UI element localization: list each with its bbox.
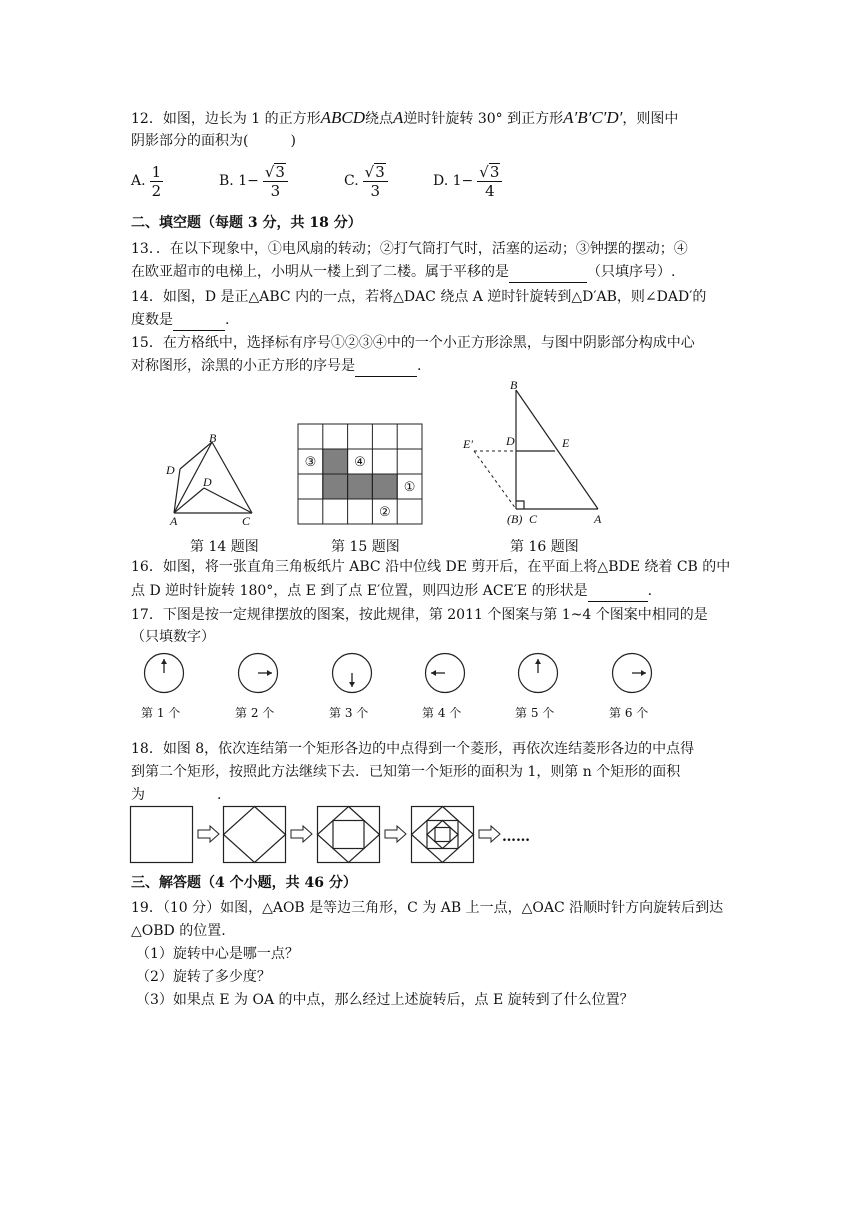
clock-label: 第 5 个	[515, 706, 555, 720]
answer-blank	[145, 785, 217, 805]
q17-line2: （只填数字）	[131, 629, 215, 645]
edge-e-prime-c	[474, 451, 516, 509]
q12-line1	[131, 108, 678, 129]
denominator: 4	[485, 181, 495, 200]
clock-1	[143, 652, 185, 694]
q17-line1: 17．下图是按一定规律摆放的图案，按此规律，第 2011 个图案与第 1~4 个图案中相同的是	[131, 607, 708, 623]
figure-14-caption: 第 14 题图	[190, 539, 259, 555]
numerator	[477, 163, 502, 182]
option-label: A.	[131, 173, 146, 189]
rectangle-4-outer	[412, 807, 474, 863]
q19-sub3: （3）如果点 E 为 OA 的中点，那么经过上述旋转后，点 E 旋转到了什么位置？	[136, 992, 634, 1008]
denominator: 2	[151, 181, 162, 200]
figure-14	[160, 425, 270, 530]
label-b-paren: (B)	[507, 512, 523, 526]
clock-label: 第 2 个	[235, 706, 275, 720]
rhombus-2	[224, 807, 286, 863]
q12-option-d	[433, 158, 506, 204]
rhombus-3	[318, 807, 380, 863]
clock-4	[424, 652, 466, 694]
denominator: 3	[370, 181, 380, 200]
clock-label: 第 4 个	[422, 706, 462, 720]
label-e-prime: E′	[463, 437, 473, 451]
q18-line1: 18．如图 8，依次连结第一个矩形各边的中点得到一个菱形，再依次连结菱形各边的中点得	[131, 741, 695, 757]
label-b: B	[510, 378, 518, 392]
shaded-cell	[323, 449, 348, 474]
clock-2	[237, 652, 279, 694]
label-a: A	[594, 512, 602, 526]
fraction	[477, 163, 502, 200]
q15-line1: 15．在方格纸中，选择标有序号①②③④中的一个小正方形涂黑，与图中阴影部分构成中心	[131, 335, 695, 351]
q18-line3	[131, 785, 221, 805]
fraction	[363, 163, 388, 200]
whole-part: 1−	[238, 173, 259, 189]
q15-text: 对称图形，涂黑的小正方形的序号是	[131, 358, 355, 374]
label-d: D	[203, 475, 212, 489]
label-d-prime: D	[166, 463, 175, 477]
q16-text: 点 D 逆时针旋转 180°，点 E 到了点 E′位置，则四边形 ACE′E 的形状是	[131, 583, 588, 599]
figure-18-sequence	[130, 806, 530, 864]
edge-ba	[516, 390, 598, 509]
q19-sub1: （1）旋转中心是哪一点？	[136, 946, 299, 962]
q19-line1: 19．（10 分）如图，△AOB 是等边三角形，C 为 AB 上一点，△OAC 沿顺时针方向旋转后到达	[131, 900, 724, 916]
right-angle-mark	[516, 501, 524, 509]
sqrt-sign: √	[364, 162, 375, 181]
arrow-head-icon	[161, 659, 167, 664]
q16-line2	[131, 581, 652, 602]
answer-blank	[509, 262, 587, 283]
q19-sub2: （2）旋转了多少度？	[136, 969, 271, 985]
answer-blank	[355, 356, 417, 377]
q12-option-a	[131, 158, 167, 204]
label-b: B	[209, 431, 217, 445]
rectangle-1	[131, 807, 193, 863]
q15-line2	[131, 356, 421, 377]
q15-text: .	[417, 358, 422, 374]
q13-text: 在欧亚超市的电梯上，小明从一楼上到了二楼。属于平移的是	[131, 264, 509, 280]
radicand: 3	[375, 162, 385, 181]
figure-15-caption: 第 15 题图	[331, 539, 400, 555]
radicand: 3	[489, 162, 500, 181]
q12-option-c	[344, 158, 392, 204]
q18-text: .	[217, 787, 222, 803]
q19-line2: △OBD 的位置.	[131, 923, 226, 939]
clock-6	[611, 652, 653, 694]
option-label: D.	[433, 173, 449, 189]
mark-1: ①	[403, 480, 416, 495]
label-a: A	[170, 514, 178, 528]
q12-text: 绕点	[365, 111, 394, 127]
figure-15-grid	[298, 424, 422, 524]
numerator: 1	[151, 162, 162, 181]
clock-label: 第 6 个	[609, 706, 649, 720]
figure-16	[460, 378, 620, 528]
clock-label: 第 1 个	[141, 706, 181, 720]
answer-blank	[173, 310, 225, 331]
q13-text: （只填序号）.	[587, 264, 676, 280]
q13-line1: 13．．在以下现象中，①电风扇的转动；②打气筒打气时，活塞的运动；③钟摆的摆动；④	[131, 241, 688, 257]
arrow-head-icon	[349, 682, 355, 687]
denominator: 3	[270, 181, 281, 200]
q16-line1: 16．如图，将一张直角三角板纸片 ABC 沿中位线 DE 剪开后，在平面上将△BDE 绕着 CB 的中	[131, 559, 731, 575]
rectangle-2-outer	[224, 807, 286, 863]
fraction	[263, 163, 288, 200]
q12-line2: 阴影部分的面积为( )	[131, 133, 296, 149]
numerator	[363, 163, 388, 182]
answer-blank	[588, 581, 648, 602]
arrow-icon	[479, 826, 500, 842]
option-label: C.	[344, 173, 359, 189]
clock-5	[517, 652, 559, 694]
square-abcd-label: ABCD	[320, 108, 366, 127]
q14-text: 度数是	[131, 312, 173, 328]
q13-line2	[131, 262, 675, 283]
arrow-icon	[291, 826, 312, 842]
square-abcd-prime-label: A′B′C′D′	[563, 108, 623, 127]
ellipsis: ……	[502, 829, 530, 845]
rectangle-4-inner	[427, 821, 458, 849]
arrow-head-icon	[535, 659, 541, 664]
option-label: B.	[219, 173, 234, 189]
q18-text: 为	[131, 787, 145, 803]
q12-text: ，则图中	[622, 111, 679, 127]
sqrt-sign: √	[264, 162, 275, 181]
q12-text: 12．如图，边长为 1 的正方形	[131, 111, 321, 127]
rectangle-4-innermost	[435, 828, 450, 842]
section-3-heading: 三、解答题（4 个小题，共 46 分）	[131, 875, 357, 891]
q12-text: 逆时针旋转 30° 到正方形	[403, 111, 564, 127]
q14-text: .	[225, 312, 230, 328]
rectangle-3-outer	[318, 807, 380, 863]
label-c: C	[529, 512, 538, 526]
shaded-cell	[372, 474, 397, 499]
label-d: D	[506, 434, 515, 448]
mark-4: ④	[354, 455, 366, 470]
shaded-cell	[323, 474, 348, 499]
q16-text: .	[647, 583, 653, 599]
q14-line2	[131, 310, 229, 331]
point-a-label: A	[393, 108, 404, 127]
numerator	[263, 163, 288, 182]
rectangle-3-inner	[333, 821, 364, 849]
label-c: C	[242, 514, 251, 528]
figure-16-caption: 第 16 题图	[510, 539, 579, 555]
clock-3	[331, 652, 373, 694]
arrow-icon	[198, 826, 219, 842]
rhombus-4	[412, 807, 474, 863]
clock-label: 第 3 个	[329, 706, 369, 720]
whole-part: 1−	[452, 173, 474, 189]
arrow-icon	[385, 826, 406, 842]
sqrt-sign: √	[479, 162, 489, 181]
arrow-head-icon	[431, 670, 436, 676]
fraction	[150, 163, 164, 200]
edge-ad	[174, 488, 204, 513]
q14-line1: 14．如图，D 是正△ABC 内的一点，若将△DAC 绕点 A 逆时针旋转到△D′AB，则∠DAD′的	[131, 289, 707, 305]
rhombus-4-inner	[427, 821, 458, 849]
radicand: 3	[275, 162, 285, 181]
shaded-cell	[348, 474, 373, 499]
mark-2: ②	[378, 505, 391, 520]
q12-option-b	[219, 158, 292, 204]
mark-3: ③	[304, 455, 317, 470]
q18-line2: 到第二个矩形，按照此方法继续下去．已知第一个矩形的面积为 1，则第 n 个矩形的面积	[131, 764, 681, 780]
edge-d-prime-b	[180, 442, 212, 469]
label-e: E	[562, 436, 570, 450]
arrow-head-icon	[267, 670, 272, 676]
arrow-head-icon	[641, 670, 646, 676]
section-2-heading: 二、填空题（每题 3 分，共 18 分）	[131, 215, 362, 231]
